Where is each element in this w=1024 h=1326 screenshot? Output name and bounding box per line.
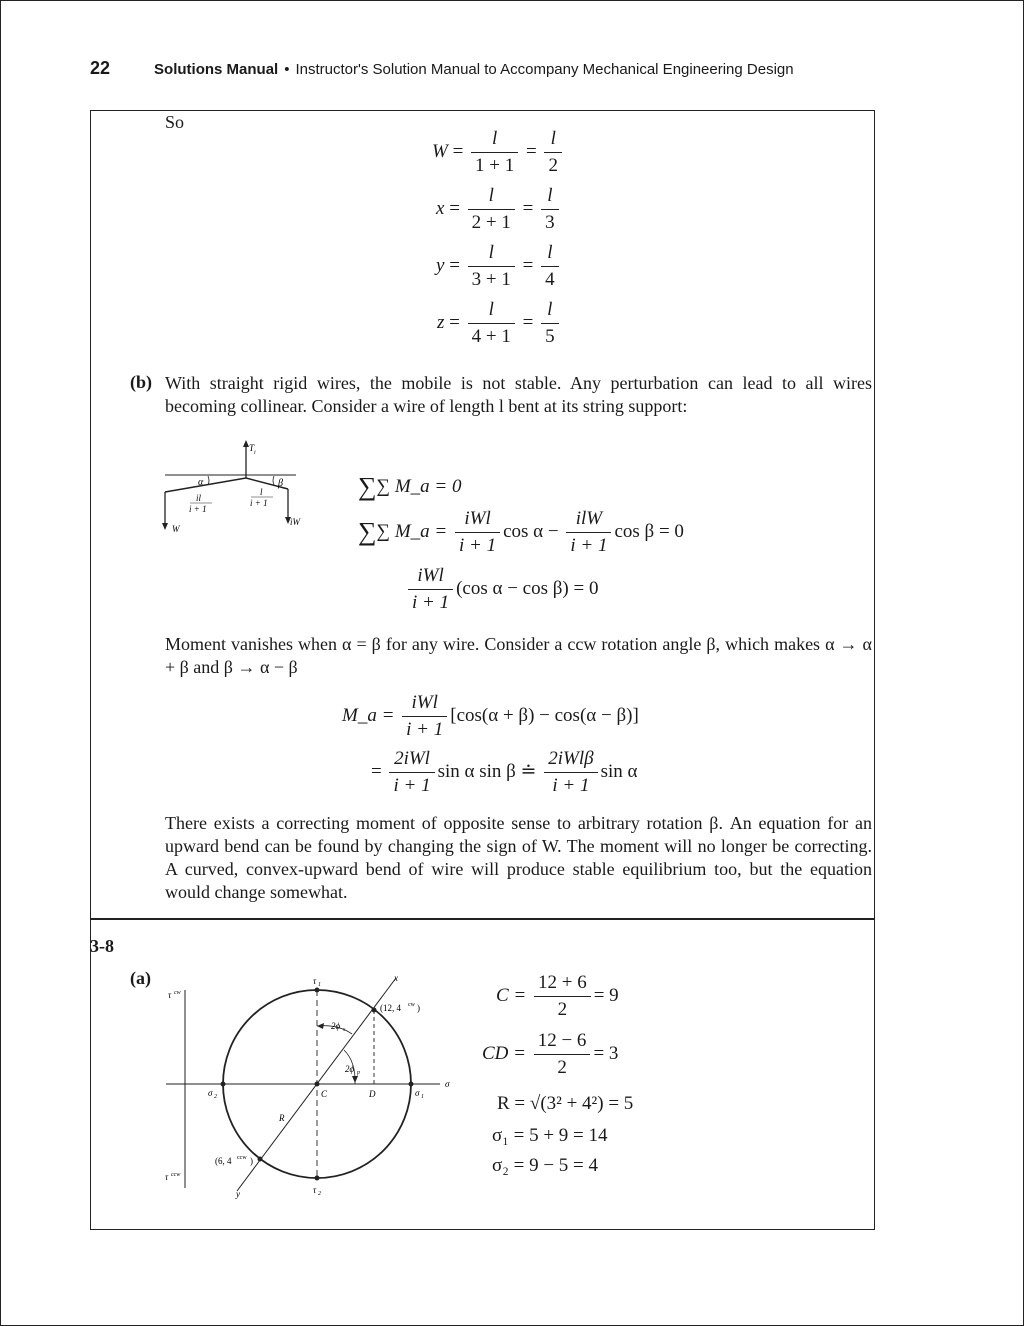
center-point [315,1082,320,1087]
phi-s-sub: s [343,1027,346,1033]
d-label: D [369,1089,376,1099]
sigma1-label: σ [415,1088,420,1098]
sigma2-label: σ [208,1088,213,1098]
tau-ccw-sup: ccw [171,1172,181,1178]
tau-cw-label: τ [168,990,172,1000]
weight-w-arrowhead [162,523,168,530]
part-a-label: (a) [130,968,151,988]
point-12-4-label: (12, 4 [380,1003,401,1013]
phi-s-arrowhead [317,1023,324,1029]
part-b-label: (b) [130,372,152,392]
il-label: il [196,493,202,503]
eq-y: y = $\frac{l}{3 + 1}$ = $\frac{l}{4}$ [436,242,562,291]
tau2-sub: 2 [318,1191,321,1197]
r-label: R [279,1113,285,1123]
sigma2-point [221,1082,226,1087]
header-bullet: • [284,61,290,78]
w-label: W [172,524,180,534]
eq-moment-sum-zero: ∑∑ M_a = 0 [358,472,462,501]
point-6-4-label: (6, 4 [215,1156,232,1166]
il-denominator: i + 1 [189,504,207,514]
x-axis-label: x [394,973,398,983]
part-b-paragraph-1: With straight rigid wires, the mobile is not stable. Any perturbation can lead to all wires becoming collinear. Consider a wire of length l bent at its string support: [165,373,872,416]
y-axis-label: y [236,1189,240,1199]
running-header [90,58,794,82]
eq-cd: CD = $\frac{12 - 6}{2}$ = 3 [482,1030,619,1078]
point-6-4ccw [258,1157,263,1162]
mohr-circle-diagram [160,966,460,1202]
eq-sigma1: σ₁ = 5 + 9 = 14 [492,1125,608,1146]
tau-ccw-label: τ [165,1172,169,1182]
part-b-paragraph-2: Moment vanishes when α = β for any wire. Consider a ccw rotation angle β, which makes α → α + β and β → α − β [165,634,872,677]
eq-sigma2: σ₂ = 9 − 5 = 4 [492,1155,599,1176]
eq-radius: R = √(3² + 4²) = 5 [497,1093,634,1114]
l-denominator: i + 1 [250,498,268,508]
sigma2-sub: 2 [214,1094,217,1100]
tension-label-sub: i [254,450,256,456]
sigma1-point [409,1082,414,1087]
beta-arc [273,476,274,485]
tension-label: T [249,443,255,453]
phi-p-sub: p [357,1070,360,1076]
intro-so: So [165,112,185,132]
point-6-4-end: ) [250,1156,253,1166]
alpha-label: α [198,477,204,488]
phi-p-label: 2ϕ [345,1064,355,1074]
l-label: l [260,487,263,497]
eq-ma-rotation: M_a = $\frac{\text{iWl}}{i + 1}$ [cos(α + β) − cos(α − β)] [342,692,639,740]
tau1-sub: 1 [318,982,321,988]
tau1-point [315,988,320,993]
point-12-4-sup: cw [408,1002,415,1008]
iw-label: iW [290,517,300,527]
eq-x: x = $\frac{l}{2 + 1}$ = $\frac{l}{3}$ [436,185,562,234]
eq-z: z = $\frac{l}{4 + 1}$ = $\frac{l}{5}$ [437,299,562,348]
problem-number: 3-8 [90,936,114,956]
eq-ma-approx: = $\frac{\text{2iWl}}{i + 1}$ sin α sin β ≐ $\frac{\text{2iWlβ}}{i + 1}$ sin α [371,748,638,796]
sigma-label: σ [445,1079,450,1089]
book-title: Solutions Manual [154,61,279,78]
tau2-point [315,1176,320,1181]
header-subtitle: Instructor's Solution Manual to Accompany Mechanical Engineering Design [295,61,794,78]
tau2-label: τ [313,1185,317,1195]
phi-s-label: 2ϕ [331,1021,341,1031]
page-number: 22 [90,58,111,78]
point-12-4-end: ) [417,1003,420,1013]
tau1-label: τ [313,976,317,986]
sigma1-sub: 1 [421,1094,424,1100]
eq-moment-expanded: ∑∑ M_a = $\frac{\text{iWl}}{i + 1}$ cos α − $\frac{\text{ilW}}{i + 1}$ cos β = 0 [358,508,684,556]
c-label: C [321,1089,328,1099]
alpha-arc [208,476,209,485]
beta-label: β [278,478,283,489]
tau-cw-sup: cw [174,990,181,996]
point-12-4cw [372,1008,377,1013]
eq-w: W = $\frac{l}{1 + 1}$ = $\frac{l}{2}$ [432,128,565,177]
part-b-paragraph-3: There exists a correcting moment of opposite sense to arbitrary rotation β. An equation for an upward bend can be found by changing the sign of W. The moment will no longer be correcting. A curved, convex-upward bend of wire will produce stable equilibrium too, but the equation would change somewhat. [165,813,872,902]
wire-left-arm [165,478,246,492]
eq-moment-factored: $\frac{\text{iWl}}{i + 1}$ (cos α − cos β) = 0 [405,565,598,614]
point-6-4-sup: ccw [237,1155,247,1161]
phi-p-arrowhead [352,1076,358,1083]
eq-center-c: C = $\frac{12 + 6}{2}$ = 9 [496,972,619,1020]
wire-free-body-figure [160,438,310,538]
